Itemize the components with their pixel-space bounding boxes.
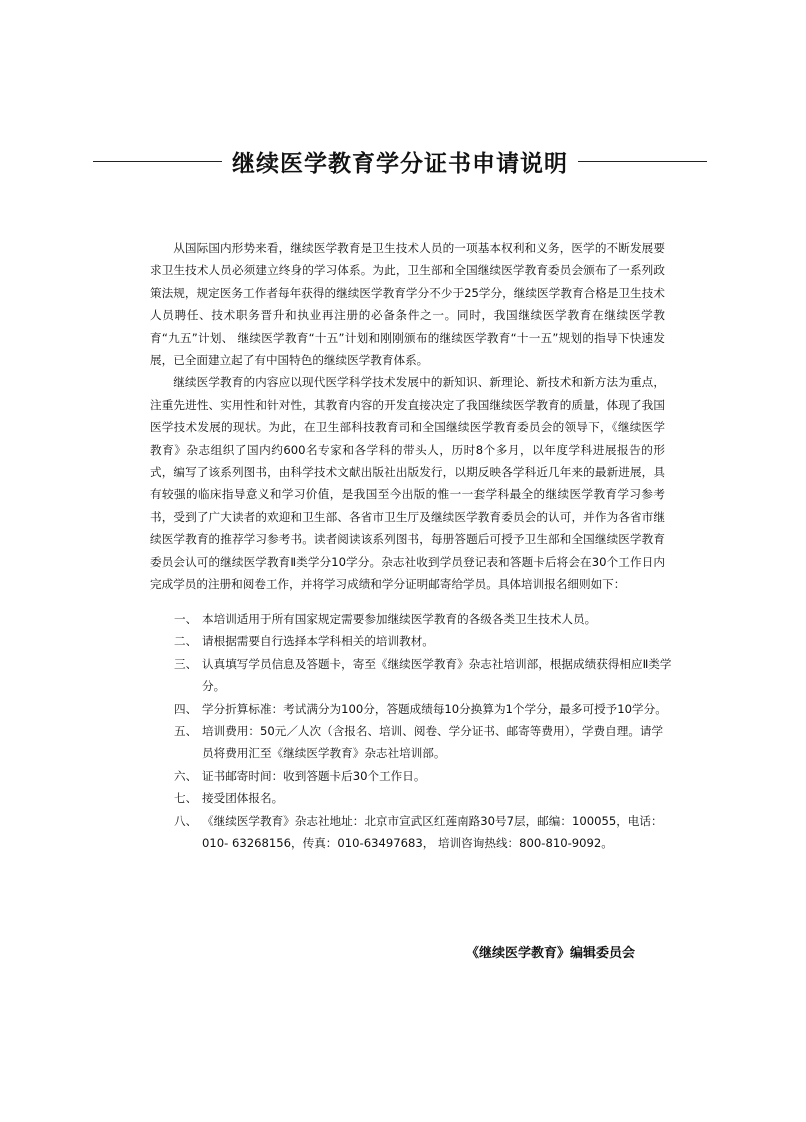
list-item bbox=[174, 630, 674, 652]
list-item bbox=[174, 787, 674, 809]
list-item bbox=[174, 698, 674, 720]
list-item bbox=[174, 720, 674, 765]
paragraph-content: 继续医学教育的内容应以现代医学科学技术发展中的新知识、新理论、新技术和新方法为重点，注重先进性、实用性和针对性，其教育内容的开发直接决定了我国继续医学教育的质量，体现了我国医学技术发展的现状。为此，在卫生部科技教育司和全国继续医学教育委员会的领导下，《继续医学教育》杂志组织了国内约600名专家和各学科的带头人，历时8个多月，以年度学科进展报告的形式，编写了该系列图书，由科学技术文献出版社出版发行，以期反映各学科近几年来的最新进展，具有较强的临床指导意义和学习价值，是我国至今出版的惟一一套学科最全的继续医学教育学习参考书，受到了广大读者的欢迎和卫生部、各省市卫生厅及继续医学教育委员会的认可，并作为各省市继续医学教育的推荐学习参考书。读者阅读该系列图书，每册答题后可授予卫生部和全国继续医学教育委员会认可的继续医学教育Ⅱ类学分10学分。杂志社收到学员登记表和答题卡后将会在30个工作日内完成学员的注册和阅卷工作，并将学习成绩和学分证明邮寄给学员。具体培训报名细则如下： bbox=[150, 375, 665, 592]
list-number: 七、 bbox=[174, 791, 198, 806]
document-body bbox=[150, 237, 665, 596]
list-text: 认真填写学员信息及答题卡，寄至《继续医学教育》杂志社培训部，根据成绩获得相应Ⅱ类学分。 bbox=[202, 656, 672, 694]
list-text: 本培训适用于所有国家规定需要参加继续医学教育的各级各类卫生技术人员。 bbox=[202, 612, 597, 626]
title-rule-left bbox=[93, 161, 222, 162]
list-number: 三、 bbox=[174, 656, 198, 671]
list-item bbox=[174, 765, 674, 787]
list-text: 培训费用：50元／人次（含报名、培训、阅卷、学分证书、邮寄等费用），学费自理。请学员将费用汇至《继续医学教育》杂志社培训部。 bbox=[202, 724, 664, 761]
list-number: 六、 bbox=[174, 768, 198, 783]
title-rule-right bbox=[578, 161, 707, 162]
list-text: 请根据需要自行选择本学科相关的培训教材。 bbox=[202, 634, 434, 649]
list-number: 二、 bbox=[174, 634, 198, 649]
list-number: 五、 bbox=[174, 724, 198, 739]
list-text: 学分折算标准：考试满分为100分，答题成绩每10分换算为1个学分，最多可授予10学分。 bbox=[202, 701, 667, 716]
list-number: 四、 bbox=[174, 701, 198, 716]
signature: 《继续医学教育》编辑委员会 bbox=[466, 946, 636, 961]
title-row bbox=[93, 146, 707, 176]
list-item bbox=[174, 653, 674, 698]
list-text: 证书邮寄时间：收到答题卡后30个工作日。 bbox=[202, 768, 426, 783]
list-number: 八、 bbox=[174, 813, 198, 828]
list-item bbox=[174, 810, 674, 855]
page-title: 继续医学教育学分证书申请说明 bbox=[232, 149, 568, 177]
list-number: 一、 bbox=[174, 612, 198, 626]
paragraph-intro: 从国际国内形势来看，继续医学教育是卫生技术人员的一项基本权利和义务，医学的不断发展要求卫生技术人员必须建立终身的学习体系。为此，卫生部和全国继续医学教育委员会颁布了一系列政策法规，规定医务工作者每年获得的继续医学教育学分不少于25学分，继续医学教育合格是卫生技术人员聘任、技术职务晋升和执业再注册的必备条件之一。同时，我国继续医学教育在继续医学教育“九五”计划、 继续医学教育“十五”计划和刚刚颁布的继续医学教育“十一五”规划的指导下快速发展，已全面建立起了有中国特色的继续医学教育体系。 bbox=[150, 241, 665, 368]
list-text: 《继续医学教育》杂志社地址：北京市宣武区红莲南路30号7层，邮编：100055，电话：010- 63268156，传真：010-63497683， 培训咨询热线：800-810-9092。 bbox=[202, 813, 663, 851]
rules-list bbox=[174, 608, 674, 854]
list-item bbox=[174, 608, 674, 630]
list-text: 接受团体报名。 bbox=[202, 791, 284, 806]
